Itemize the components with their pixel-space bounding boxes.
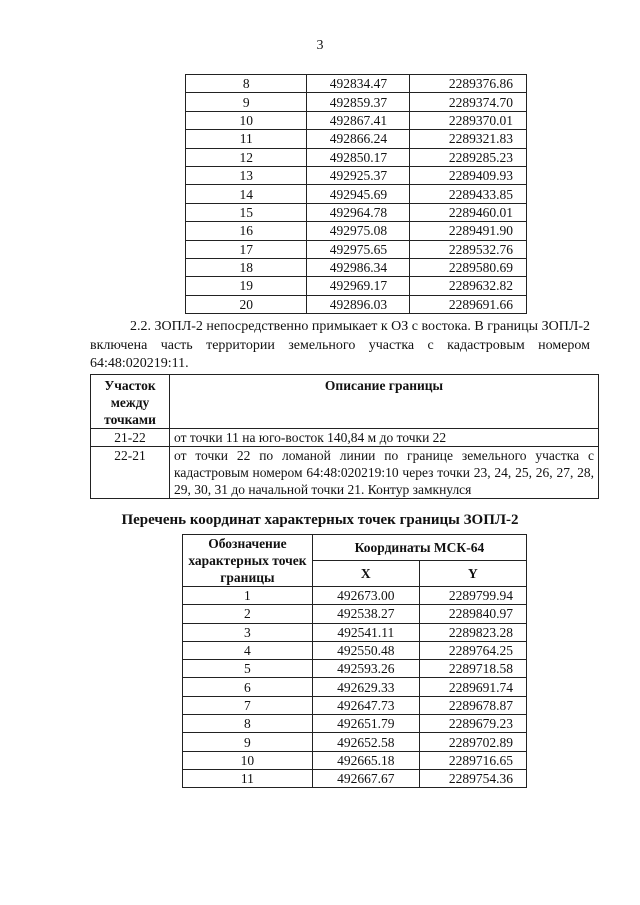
point-cell: 8 xyxy=(186,75,307,93)
y-cell: 2289370.01 xyxy=(410,111,527,129)
y-cell: 2289580.69 xyxy=(410,258,527,276)
point-cell: 16 xyxy=(186,222,307,240)
y-cell: 2289840.97 xyxy=(419,605,526,623)
coordinates-table-zone-1 xyxy=(185,74,527,314)
x-cell: 492629.33 xyxy=(312,678,419,696)
header-point: Обозначение характерных точек границы xyxy=(183,535,313,587)
y-cell: 2289285.23 xyxy=(410,148,527,166)
table-row xyxy=(91,447,599,499)
table-row xyxy=(183,751,527,769)
table-row xyxy=(186,222,527,240)
table-row xyxy=(183,769,527,787)
table-row xyxy=(183,678,527,696)
x-cell: 492986.34 xyxy=(307,258,410,276)
x-cell: 492859.37 xyxy=(307,93,410,111)
point-cell: 9 xyxy=(186,93,307,111)
x-cell: 492834.47 xyxy=(307,75,410,93)
y-cell: 2289491.90 xyxy=(410,222,527,240)
section-2-2-paragraph: 2.2. ЗОПЛ-2 непосредственно примыкает к ОЗ с востока. В границы ЗОПЛ-2 включена часть территории земельного участка с кадастровым номером 64:48:020219:11. xyxy=(90,319,590,371)
point-cell: 3 xyxy=(183,623,313,641)
table-row xyxy=(186,295,527,313)
x-cell: 492964.78 xyxy=(307,203,410,221)
table-row xyxy=(186,130,527,148)
y-cell: 2289679.23 xyxy=(419,715,526,733)
point-cell: 14 xyxy=(186,185,307,203)
point-cell: 4 xyxy=(183,641,313,659)
point-cell: 13 xyxy=(186,166,307,184)
x-cell: 492975.08 xyxy=(307,222,410,240)
x-cell: 492945.69 xyxy=(307,185,410,203)
y-cell: 2289374.70 xyxy=(410,93,527,111)
point-cell: 12 xyxy=(186,148,307,166)
header-segment: Участок между точками xyxy=(91,375,170,429)
table-row xyxy=(183,587,527,605)
x-cell: 492867.41 xyxy=(307,111,410,129)
x-cell: 492667.67 xyxy=(312,769,419,787)
point-cell: 9 xyxy=(183,733,313,751)
point-cell: 11 xyxy=(183,769,313,787)
point-cell: 19 xyxy=(186,277,307,295)
point-cell: 17 xyxy=(186,240,307,258)
y-cell: 2289691.66 xyxy=(410,295,527,313)
section-title: Перечень координат характерных точек границы ЗОПЛ-2 xyxy=(121,512,519,528)
y-cell: 2289764.25 xyxy=(419,641,526,659)
x-cell: 492866.24 xyxy=(307,130,410,148)
table-row xyxy=(183,715,527,733)
point-cell: 5 xyxy=(183,660,313,678)
segment-cell: 21-22 xyxy=(91,429,170,447)
point-cell: 8 xyxy=(183,715,313,733)
x-cell: 492673.00 xyxy=(312,587,419,605)
y-cell: 2289823.28 xyxy=(419,623,526,641)
table-row xyxy=(183,605,527,623)
y-cell: 2289678.87 xyxy=(419,696,526,714)
point-cell: 2 xyxy=(183,605,313,623)
y-cell: 2289691.74 xyxy=(419,678,526,696)
x-cell: 492925.37 xyxy=(307,166,410,184)
table-row xyxy=(183,641,527,659)
y-cell: 2289632.82 xyxy=(410,277,527,295)
point-cell: 20 xyxy=(186,295,307,313)
table-row xyxy=(186,148,527,166)
table-row xyxy=(91,429,599,447)
boundary-description-table xyxy=(90,374,599,499)
y-cell: 2289460.01 xyxy=(410,203,527,221)
table-row xyxy=(186,277,527,295)
y-cell: 2289702.89 xyxy=(419,733,526,751)
table-row xyxy=(186,203,527,221)
y-cell: 2289716.65 xyxy=(419,751,526,769)
x-cell: 492541.11 xyxy=(312,623,419,641)
x-cell: 492647.73 xyxy=(312,696,419,714)
y-cell: 2289799.94 xyxy=(419,587,526,605)
description-cell: от точки 11 на юго-восток 140,84 м до точки 22 xyxy=(170,429,599,447)
table-row xyxy=(183,623,527,641)
table-row xyxy=(186,240,527,258)
point-cell: 7 xyxy=(183,696,313,714)
table-row xyxy=(186,185,527,203)
x-cell: 492969.17 xyxy=(307,277,410,295)
table-row xyxy=(183,660,527,678)
y-cell: 2289376.86 xyxy=(410,75,527,93)
coordinates-table-zopl-2 xyxy=(182,534,527,788)
table-header-row xyxy=(183,535,527,561)
x-cell: 492896.03 xyxy=(307,295,410,313)
table-row xyxy=(183,733,527,751)
point-cell: 10 xyxy=(186,111,307,129)
table-row xyxy=(186,75,527,93)
page-number: 3 xyxy=(316,38,324,53)
description-cell: от точки 22 по ломаной линии по границе земельного участка с кадастровым номером 64:48:020219:10 через точки 23, 24, 25, 26, 27, 28, 29, 30, 31 до начальной точки 21. Контур замкнулся xyxy=(170,447,599,499)
table-header-row xyxy=(91,375,599,429)
header-y: Y xyxy=(419,561,526,587)
y-cell: 2289718.58 xyxy=(419,660,526,678)
x-cell: 492652.58 xyxy=(312,733,419,751)
x-cell: 492538.27 xyxy=(312,605,419,623)
y-cell: 2289321.83 xyxy=(410,130,527,148)
header-x: X xyxy=(312,561,419,587)
table-row xyxy=(186,93,527,111)
segment-cell: 22-21 xyxy=(91,447,170,499)
y-cell: 2289409.93 xyxy=(410,166,527,184)
x-cell: 492665.18 xyxy=(312,751,419,769)
y-cell: 2289433.85 xyxy=(410,185,527,203)
header-description: Описание границы xyxy=(170,375,599,429)
point-cell: 1 xyxy=(183,587,313,605)
table-row xyxy=(186,111,527,129)
point-cell: 6 xyxy=(183,678,313,696)
table-row xyxy=(186,166,527,184)
y-cell: 2289754.36 xyxy=(419,769,526,787)
point-cell: 11 xyxy=(186,130,307,148)
header-coords: Координаты МСК-64 xyxy=(312,535,526,561)
x-cell: 492651.79 xyxy=(312,715,419,733)
x-cell: 492593.26 xyxy=(312,660,419,678)
y-cell: 2289532.76 xyxy=(410,240,527,258)
table-row xyxy=(183,696,527,714)
point-cell: 18 xyxy=(186,258,307,276)
point-cell: 10 xyxy=(183,751,313,769)
point-cell: 15 xyxy=(186,203,307,221)
table-row xyxy=(186,258,527,276)
x-cell: 492975.65 xyxy=(307,240,410,258)
x-cell: 492550.48 xyxy=(312,641,419,659)
x-cell: 492850.17 xyxy=(307,148,410,166)
